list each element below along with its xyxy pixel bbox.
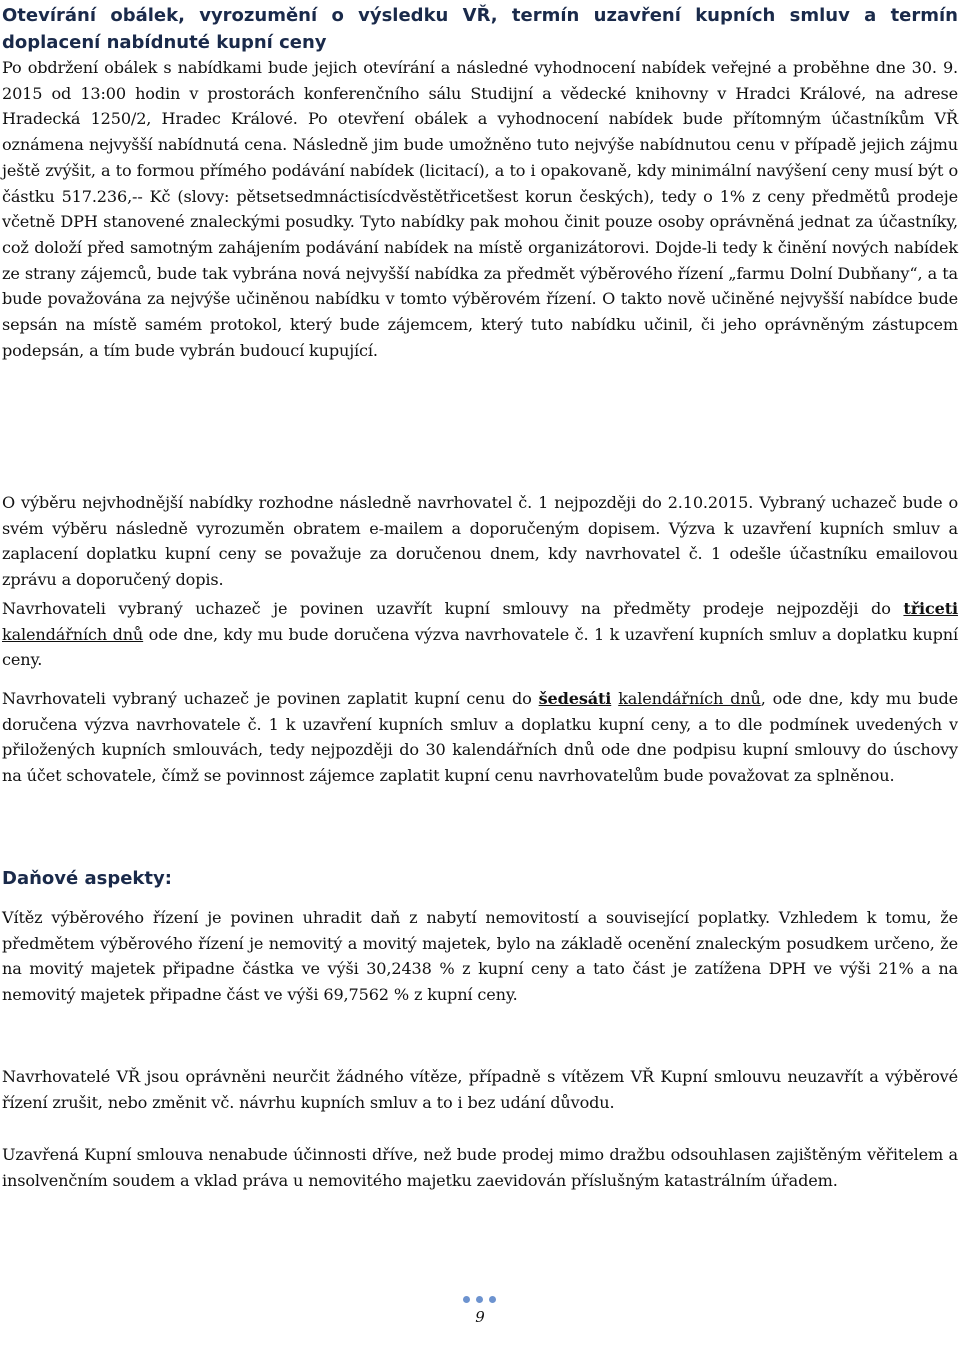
section-heading: Otevírání obálek, vyrozumění o výsledku VŘ, termín uzavření kupních smluv a termín doplacení nabídnuté kupní ceny bbox=[2, 5, 958, 53]
page-number: 9 bbox=[475, 1308, 485, 1326]
paragraph-opening-envelopes: Po obdržení obálek s nabídkami bude jejich otevírání a následné vyhodnocení nabídek veřejné a proběhne dne 30. 9. 2015 od 13:00 hodin v prostorách konferenčního sálu Studijní a vědecké knihovny v Hradci Králové, na adrese Hradecká 1250/2, Hradec Králové. Po otevření obálek a vyhodnocení nabídek bude přítomným účastníkům VŘ oznámena nejvyšší nabídnutá cena. Následně jim bude umožněno tuto nejvýše nabídnutou cenu v případě jejich zájmu ještě zvýšit, a to formou přímého podávání nabídek (licitací), a to i opakovaně, kdy minimální navýšení ceny musí být o částku 517.236,-- Kč (slovy: pětsetsedmnáctisícdvěstětřicetšest korun českých), tedy o 1% z ceny předmětů prodeje včetně DPH stanovené znaleckými posudky. Tyto nabídky pak mohou činit pouze osoby oprávněná jednat za účastníky, což doloží před samotným zahájením podávání nabídek na místě organizátorovi. Dojde-li tedy k činění nových nabídek ze strany zájemců, bude tak vybrána nová nejvyšší nabídka za předmět výběrového řízení „farmu Dolní Dubňany“, a ta bude považována za nejvýše učiněnou nabídku v tomto výběrovém řízení. O takto nově učiněné nejvyšší nabídce bude sepsán na místě samém protokol, který bude zájemcem, který tuto nabídku učinil, či jeho oprávněným zástupcem podepsán, a tím bude vybrán budoucí kupující. bbox=[2, 58, 958, 360]
dot bbox=[463, 1296, 470, 1303]
paragraph-selection: O výběru nejvhodnější nabídky rozhodne následně navrhovatel č. 1 nejpozději do 2.10.2015. Vybraný uchazeč bude o svém výběru následně vyrozuměn obratem e-mailem a doporučeným dopisem. Výzva k uzavření kupních smluv a zaplacení doplatku kupní ceny se považuje za doručenou dnem, kdy navrhovatel č. 1 odešle účastníku emailovou zprávu a doporučený dopis. bbox=[2, 493, 958, 590]
text: Navrhovateli vybraný uchazeč je povinen zaplatit kupní cenu do bbox=[2, 689, 539, 708]
paragraph-effectiveness: Uzavřená Kupní smlouva nenabude účinnosti dříve, než bude prodej mimo dražbu odsouhlasen zajištěným věřitelem a insolvenčním soudem a vklad práva u nemovitého majetku zaevidován příslušným katastrálním úřadem. bbox=[2, 1145, 958, 1190]
dot bbox=[489, 1296, 496, 1303]
page-footer bbox=[455, 1290, 505, 1350]
dot bbox=[476, 1296, 483, 1303]
paragraph-payment-deadline bbox=[2, 686, 958, 789]
paragraph-contract-deadline bbox=[2, 596, 958, 673]
text: Navrhovateli vybraný uchazeč je povinen uzavřít kupní smlouvy na předměty prodeje nejpozději do bbox=[2, 599, 904, 618]
tax-aspects-heading: Daňové aspekty: bbox=[2, 868, 172, 889]
paragraph-tax: Vítěz výběrového řízení je povinen uhradit daň z nabytí nemovitostí a související poplatky. Vzhledem k tomu, že předmětem výběrového řízení je nemovitý a movitý majetek, bylo na základě ocenění znaleckým posudkem určeno, že na movitý majetek připadne částka ve výši 30,2438 % z kupní ceny a tato část je zatížena DPH ve výši 21% a na nemovitý majetek připadne část ve výši 69,7562 % z kupní ceny. bbox=[2, 908, 958, 1005]
paragraph-rights: Navrhovatelé VŘ jsou oprávněni neurčit žádného vítěze, případně s vítězem VŘ Kupní smlouvu neuzavřít a výběrové řízení zrušit, nebo změnit vč. návrhu kupních smluv a to i bez udání důvodu. bbox=[2, 1067, 958, 1112]
footer-dots-icon bbox=[463, 1296, 497, 1304]
emphasis-calendar-days: kalendářních dnů bbox=[2, 624, 144, 644]
emphasis-sixty: šedesáti bbox=[538, 689, 612, 708]
text: , ode dne, kdy mu bude doručena výzva navrhovatele č. 1 k uzavření kupních smluv a doplatku kupní ceny, a to dle podmínek uvedených v přiložených kupních smlouvách, tedy nejpozději do 30 kalendářních dnů ode dne podpisu kupní smlouvy do úschovy na účet schovatele, čímž se povinnost zájemce zaplatit kupní cenu navrhovatelům bude považovat za splněnou. bbox=[2, 689, 959, 786]
emphasis-calendar-days: kalendářních dnů bbox=[618, 689, 761, 708]
text: ode dne, kdy mu bude doručena výzva navrhovatele č. 1 k uzavření kupních smluv a doplatku kupní ceny. bbox=[2, 624, 958, 670]
emphasis-thirty: třiceti bbox=[903, 599, 958, 618]
